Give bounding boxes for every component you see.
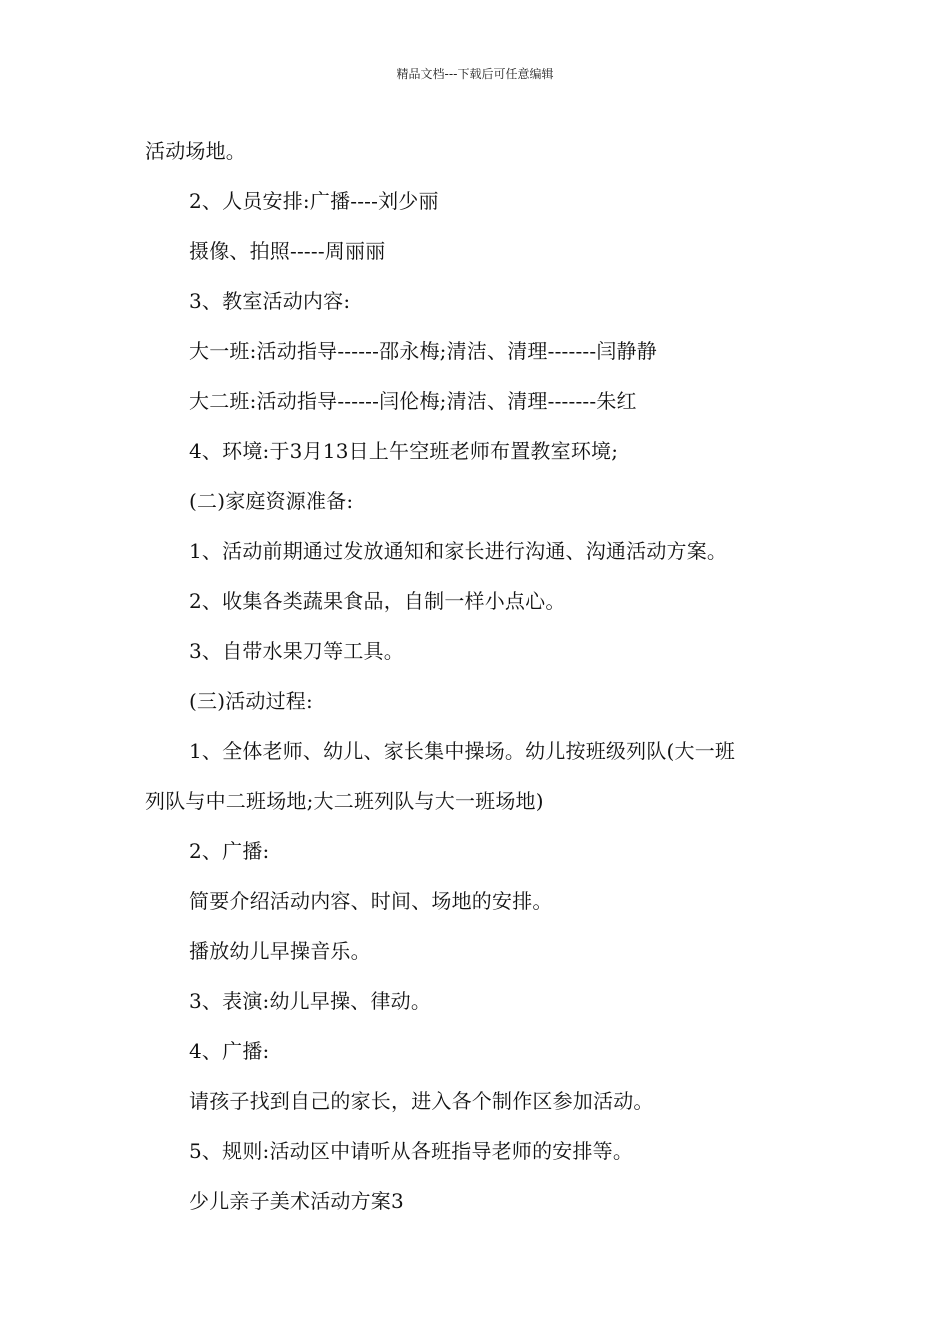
paragraph-line: 1、活动前期通过发放通知和家长进行沟通、沟通活动方案。 — [189, 539, 728, 563]
paragraph-line: 3、教室活动内容: — [189, 289, 351, 313]
paragraph-line: 2、广播: — [189, 839, 270, 863]
section-heading: (三)活动过程: — [189, 689, 313, 713]
paragraph-line: 1、全体老师、幼儿、家长集中操场。幼儿按班级列队(大一班 — [189, 739, 736, 763]
paragraph-line: 2、人员安排:广播----刘少丽 — [189, 189, 439, 213]
paragraph-line: 活动场地。 — [145, 139, 246, 163]
paragraph-line: 3、表演:幼儿早操、律动。 — [189, 989, 432, 1013]
paragraph-line: 4、广播: — [189, 1039, 270, 1063]
paragraph-line: 3、自带水果刀等工具。 — [189, 639, 404, 663]
paragraph-line: 5、规则:活动区中请听从各班指导老师的安排等。 — [189, 1139, 634, 1163]
paragraph-line: 2、收集各类蔬果食品，自制一样小点心。 — [189, 589, 566, 613]
paragraph-line: 摄像、拍照-----周丽丽 — [189, 239, 386, 263]
paragraph-line: 4、环境:于3月13日上午空班老师布置教室环境; — [189, 439, 619, 463]
paragraph-line: 大二班:活动指导------闫伦梅;清洁、清理-------朱红 — [189, 389, 637, 413]
document-title: 少儿亲子美术活动方案3 — [189, 1189, 404, 1213]
paragraph-line: 播放幼儿早操音乐。 — [189, 939, 371, 963]
paragraph-line: 大一班:活动指导------邵永梅;清洁、清理-------闫静静 — [189, 339, 657, 363]
paragraph-line: 列队与中二班场地;大二班列队与大一班场地) — [145, 789, 544, 813]
section-heading: (二)家庭资源准备: — [189, 489, 354, 513]
paragraph-line: 简要介绍活动内容、时间、场地的安排。 — [189, 889, 553, 913]
paragraph-line: 请孩子找到自己的家长，进入各个制作区参加活动。 — [189, 1089, 654, 1113]
page-header: 精品文档---下载后可任意编辑 — [396, 67, 554, 81]
